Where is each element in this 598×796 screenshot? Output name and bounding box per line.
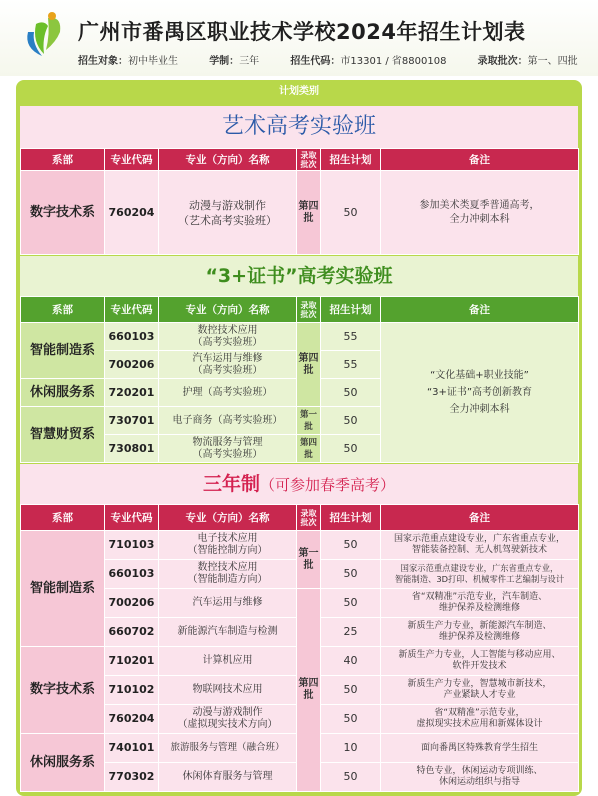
col-batch: 录取批次	[297, 149, 321, 171]
col-plan: 招生计划	[321, 149, 381, 171]
dept-cell: 休闲服务系	[21, 379, 105, 407]
code-cell: 700206	[105, 589, 159, 618]
major-cell: 电子技术应用 （智能控制方向）	[159, 531, 297, 560]
major-cell: 电子商务（高考实验班）	[159, 407, 297, 435]
note-cell: 新质生产力专业，人工智能与移动应用、 软件开发技术	[381, 647, 579, 676]
code-cell: 660103	[105, 560, 159, 589]
col-code: 专业代码	[105, 505, 159, 531]
code-cell: 660103	[105, 323, 159, 351]
table-header-row	[21, 149, 579, 171]
col-major: 专业（方向）名称	[159, 297, 297, 323]
dept-cell: 数字技术系	[21, 647, 105, 734]
info-target: 招生对象：初中毕业生	[78, 56, 178, 67]
table-three	[20, 504, 579, 792]
table-row	[21, 531, 579, 560]
table-header-row	[21, 505, 579, 531]
table-cert	[20, 296, 579, 463]
plan-cell: 55	[321, 351, 381, 379]
info-duration: 学制：三年	[209, 56, 260, 67]
major-cell: 汽车运用与维修	[159, 589, 297, 618]
col-note: 备注	[381, 149, 579, 171]
enrollment-info-bar	[78, 52, 598, 67]
plan-cell: 50	[321, 763, 381, 792]
info-code: 招生代码：市13301 / 省8800108	[290, 56, 447, 67]
batch-cell: 第四批	[297, 589, 321, 792]
code-cell: 710201	[105, 647, 159, 676]
code-cell: 740101	[105, 734, 159, 763]
note-cell: 省“双精准”示范专业， 虚拟现实技术应用和新媒体设计	[381, 705, 579, 734]
plan-cell: 50	[321, 379, 381, 407]
col-major: 专业（方向）名称	[159, 149, 297, 171]
table-art	[20, 148, 579, 255]
plan-cell: 10	[321, 734, 381, 763]
school-logo-icon	[22, 10, 64, 60]
col-note: 备注	[381, 297, 579, 323]
dept-cell: 休闲服务系	[21, 734, 105, 792]
note-cell: “文化基础+职业技能” “3+证书”高考创新教育 全力冲刺本科	[381, 323, 579, 463]
plan-cell: 50	[321, 171, 381, 255]
section-three-title: 三年制（可参加春季高考）	[20, 464, 578, 504]
col-code: 专业代码	[105, 149, 159, 171]
code-cell: 710102	[105, 676, 159, 705]
dept-cell: 智慧财贸系	[21, 407, 105, 463]
table-row	[21, 323, 579, 351]
page-title: 广州市番禺区职业技术学校2024年招生计划表	[78, 20, 526, 44]
plan-cell: 50	[321, 531, 381, 560]
table-row	[21, 171, 579, 255]
batch-cell: 第四批	[297, 171, 321, 255]
plan-cell: 50	[321, 705, 381, 734]
major-cell: 动漫与游戏制作 （艺术高考实验班）	[159, 171, 297, 255]
major-cell: 数控技术应用 （高考实验班）	[159, 323, 297, 351]
dept-cell: 智能制造系	[21, 531, 105, 647]
batch-cell: 第一批	[297, 407, 321, 435]
note-cell: 国家示范重点建设专业，广东省重点专业， 智能装备控制、无人机驾驶新技术	[381, 531, 579, 560]
col-batch: 录取批次	[297, 297, 321, 323]
section-art-title: 艺术高考实验班	[20, 106, 578, 148]
note-cell: 新质生产力专业，智慧城市新技术， 产业紧缺人才专业	[381, 676, 579, 705]
major-cell: 汽车运用与维修 （高考实验班）	[159, 351, 297, 379]
code-cell: 760204	[105, 705, 159, 734]
major-cell: 旅游服务与管理（融合班）	[159, 734, 297, 763]
note-cell: 面向番禺区特殊教育学生招生	[381, 734, 579, 763]
plan-cell: 25	[321, 618, 381, 647]
plan-cell: 50	[321, 560, 381, 589]
code-cell: 710103	[105, 531, 159, 560]
col-note: 备注	[381, 505, 579, 531]
panel-label: 计划类别	[279, 86, 319, 97]
code-cell: 770302	[105, 763, 159, 792]
table-header-row	[21, 297, 579, 323]
col-code: 专业代码	[105, 297, 159, 323]
major-cell: 动漫与游戏制作 （虚拟现实技术方向）	[159, 705, 297, 734]
batch-cell: 第四批	[297, 323, 321, 407]
col-dept: 系部	[21, 505, 105, 531]
batch-cell: 第四批	[297, 435, 321, 463]
col-major: 专业（方向）名称	[159, 505, 297, 531]
col-plan: 招生计划	[321, 297, 381, 323]
dept-cell: 智能制造系	[21, 323, 105, 379]
info-batch: 录取批次：第一、四批	[477, 56, 578, 67]
major-cell: 物联网技术应用	[159, 676, 297, 705]
col-dept: 系部	[21, 149, 105, 171]
code-cell: 730801	[105, 435, 159, 463]
col-batch: 录取批次	[297, 505, 321, 531]
code-cell: 700206	[105, 351, 159, 379]
note-cell: 新质生产力专业，新能源汽车制造、 维护保养及检测维修	[381, 618, 579, 647]
major-cell: 护理（高考实验班）	[159, 379, 297, 407]
major-cell: 新能源汽车制造与检测	[159, 618, 297, 647]
note-cell: 国家示范重点建设专业，广东省重点专业， 智能制造、3D打印、机械零件工艺编制与设计	[381, 560, 579, 589]
major-cell: 数控技术应用 （智能制造方向）	[159, 560, 297, 589]
major-cell: 计算机应用	[159, 647, 297, 676]
note-cell: 参加美术类夏季普通高考， 全力冲刺本科	[381, 171, 579, 255]
col-dept: 系部	[21, 297, 105, 323]
plan-cell: 50	[321, 407, 381, 435]
page-header	[0, 0, 598, 76]
major-cell: 休闲体育服务与管理	[159, 763, 297, 792]
col-plan: 招生计划	[321, 505, 381, 531]
code-cell: 660702	[105, 618, 159, 647]
code-cell: 720201	[105, 379, 159, 407]
plan-cell: 50	[321, 589, 381, 618]
table-row	[21, 589, 579, 618]
code-cell: 730701	[105, 407, 159, 435]
note-cell: 特色专业，休闲运动专项训练、 休闲运动组织与指导	[381, 763, 579, 792]
section-cert-title: “3+证书”高考实验班	[20, 256, 578, 296]
dept-cell: 数字技术系	[21, 171, 105, 255]
batch-cell: 第一批	[297, 531, 321, 589]
plan-cell: 50	[321, 676, 381, 705]
code-cell: 760204	[105, 171, 159, 255]
major-cell: 物流服务与管理 （高考实验班）	[159, 435, 297, 463]
plan-cell: 55	[321, 323, 381, 351]
note-cell: 省“双精准”示范专业，汽车制造、 维护保养及检测维修	[381, 589, 579, 618]
plan-cell: 50	[321, 435, 381, 463]
plan-cell: 40	[321, 647, 381, 676]
